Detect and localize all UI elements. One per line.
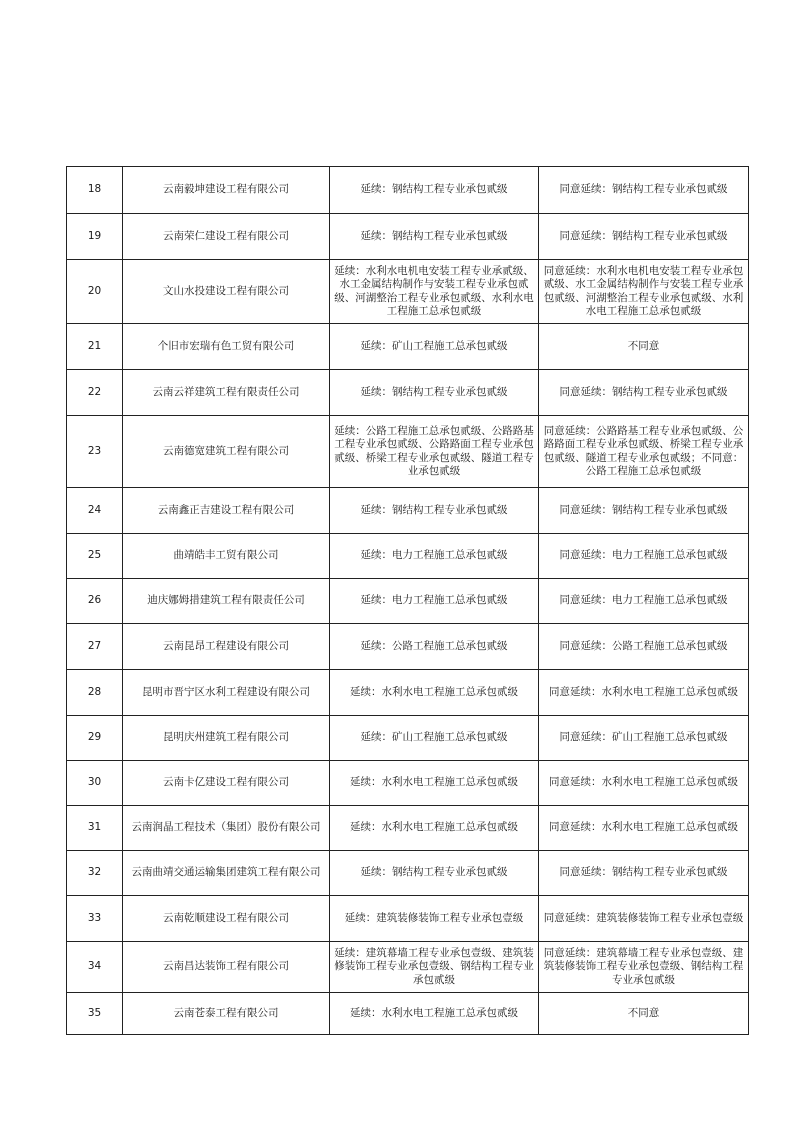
review-opinion: 同意延续：水利水电工程施工总承包贰级 (539, 806, 749, 851)
row-number: 29 (67, 716, 123, 761)
application-content: 延续：建筑幕墙工程专业承包壹级、建筑装修装饰工程专业承包壹级、钢结构工程专业承包贰级 (330, 942, 539, 993)
table-row (67, 324, 749, 370)
application-content: 延续：水利水电工程施工总承包贰级 (330, 670, 539, 716)
application-content: 延续：钢结构工程专业承包贰级 (330, 488, 539, 534)
row-number: 30 (67, 761, 123, 806)
review-opinion: 同意延续：公路工程施工总承包贰级 (539, 624, 749, 670)
row-number: 23 (67, 416, 123, 488)
application-content: 延续：钢结构工程专业承包贰级 (330, 167, 539, 214)
company-name: 云南荣仁建设工程有限公司 (123, 214, 330, 260)
row-number: 19 (67, 214, 123, 260)
company-name: 云南苍泰工程有限公司 (123, 993, 330, 1035)
row-number: 34 (67, 942, 123, 993)
table-row (67, 416, 749, 488)
application-content: 延续：水利水电机电安装工程专业承贰级、水工金属结构制作与安装工程专业承包贰级、河湖整治工程专业承包贰级、水利水电工程施工总承包贰级 (330, 260, 539, 324)
application-content: 延续：公路工程施工总承包贰级、公路路基工程专业承包贰级、公路路面工程专业承包贰级、桥梁工程专业承包贰级、隧道工程专业承包贰级 (330, 416, 539, 488)
company-name: 云南卡亿建设工程有限公司 (123, 761, 330, 806)
review-opinion: 同意延续：电力工程施工总承包贰级 (539, 534, 749, 579)
company-name: 个旧市宏瑞有色工贸有限公司 (123, 324, 330, 370)
application-content: 延续：矿山工程施工总承包贰级 (330, 716, 539, 761)
application-content: 延续：电力工程施工总承包贰级 (330, 579, 539, 624)
company-name: 云南乾顺建设工程有限公司 (123, 896, 330, 942)
table-row (67, 214, 749, 260)
row-number: 31 (67, 806, 123, 851)
review-opinion: 同意延续：钢结构工程专业承包贰级 (539, 851, 749, 896)
application-content: 延续：钢结构工程专业承包贰级 (330, 214, 539, 260)
application-content: 延续：钢结构工程专业承包贰级 (330, 370, 539, 416)
company-name: 迪庆娜姆措建筑工程有限责任公司 (123, 579, 330, 624)
review-opinion: 同意延续：钢结构工程专业承包贰级 (539, 167, 749, 214)
review-opinion: 同意延续：水利水电工程施工总承包贰级 (539, 761, 749, 806)
company-name: 昆明市晋宁区水利工程建设有限公司 (123, 670, 330, 716)
review-opinion: 同意延续：钢结构工程专业承包贰级 (539, 214, 749, 260)
review-opinion: 同意延续：电力工程施工总承包贰级 (539, 579, 749, 624)
table-row (67, 993, 749, 1035)
company-name: 云南昌达装饰工程有限公司 (123, 942, 330, 993)
company-name: 云南鑫正吉建设工程有限公司 (123, 488, 330, 534)
table-row (67, 534, 749, 579)
row-number: 21 (67, 324, 123, 370)
row-number: 28 (67, 670, 123, 716)
table-row (67, 488, 749, 534)
company-name: 云南德宽建筑工程有限公司 (123, 416, 330, 488)
company-name: 文山水投建设工程有限公司 (123, 260, 330, 324)
application-content: 延续：建筑装修装饰工程专业承包壹级 (330, 896, 539, 942)
company-name: 曲靖皓丰工贸有限公司 (123, 534, 330, 579)
row-number: 22 (67, 370, 123, 416)
company-name: 云南毅坤建设工程有限公司 (123, 167, 330, 214)
table-row (67, 942, 749, 993)
application-content: 延续：水利水电工程施工总承包贰级 (330, 761, 539, 806)
table-row (67, 851, 749, 896)
approval-table (66, 166, 749, 1035)
row-number: 26 (67, 579, 123, 624)
row-number: 18 (67, 167, 123, 214)
review-opinion: 同意延续：水利水电机电安装工程专业承包贰级、水工金属结构制作与安装工程专业承包贰级、河湖整治工程专业承包贰级、水利水电工程施工总承包贰级 (539, 260, 749, 324)
table-row (67, 260, 749, 324)
company-name: 云南润晶工程技术（集团）股份有限公司 (123, 806, 330, 851)
review-opinion: 同意延续：水利水电工程施工总承包贰级 (539, 670, 749, 716)
application-content: 延续：水利水电工程施工总承包贰级 (330, 993, 539, 1035)
row-number: 35 (67, 993, 123, 1035)
table-row (67, 761, 749, 806)
review-opinion: 同意延续：公路路基工程专业承包贰级、公路路面工程专业承包贰级、桥梁工程专业承包贰级、隧道工程专业承包贰级；不同意：公路工程施工总承包贰级 (539, 416, 749, 488)
table-row (67, 806, 749, 851)
application-content: 延续：矿山工程施工总承包贰级 (330, 324, 539, 370)
review-opinion: 同意延续：矿山工程施工总承包贰级 (539, 716, 749, 761)
application-content: 延续：钢结构工程专业承包贰级 (330, 851, 539, 896)
review-opinion: 同意延续：钢结构工程专业承包贰级 (539, 488, 749, 534)
row-number: 25 (67, 534, 123, 579)
company-name: 云南曲靖交通运输集团建筑工程有限公司 (123, 851, 330, 896)
row-number: 20 (67, 260, 123, 324)
review-opinion: 不同意 (539, 993, 749, 1035)
row-number: 27 (67, 624, 123, 670)
table-row (67, 579, 749, 624)
application-content: 延续：电力工程施工总承包贰级 (330, 534, 539, 579)
table-row (67, 670, 749, 716)
row-number: 32 (67, 851, 123, 896)
review-opinion: 同意延续：建筑装修装饰工程专业承包壹级 (539, 896, 749, 942)
review-opinion: 同意延续：钢结构工程专业承包贰级 (539, 370, 749, 416)
review-opinion: 同意延续：建筑幕墙工程专业承包壹级、建筑装修装饰工程专业承包壹级、钢结构工程专业承包贰级 (539, 942, 749, 993)
application-content: 延续：水利水电工程施工总承包贰级 (330, 806, 539, 851)
company-name: 云南云祥建筑工程有限责任公司 (123, 370, 330, 416)
table-row (67, 624, 749, 670)
table-row (67, 896, 749, 942)
table-row (67, 167, 749, 214)
application-content: 延续：公路工程施工总承包贰级 (330, 624, 539, 670)
row-number: 24 (67, 488, 123, 534)
review-opinion: 不同意 (539, 324, 749, 370)
company-name: 昆明庆州建筑工程有限公司 (123, 716, 330, 761)
table-row (67, 716, 749, 761)
row-number: 33 (67, 896, 123, 942)
table-row (67, 370, 749, 416)
company-name: 云南昆昂工程建设有限公司 (123, 624, 330, 670)
